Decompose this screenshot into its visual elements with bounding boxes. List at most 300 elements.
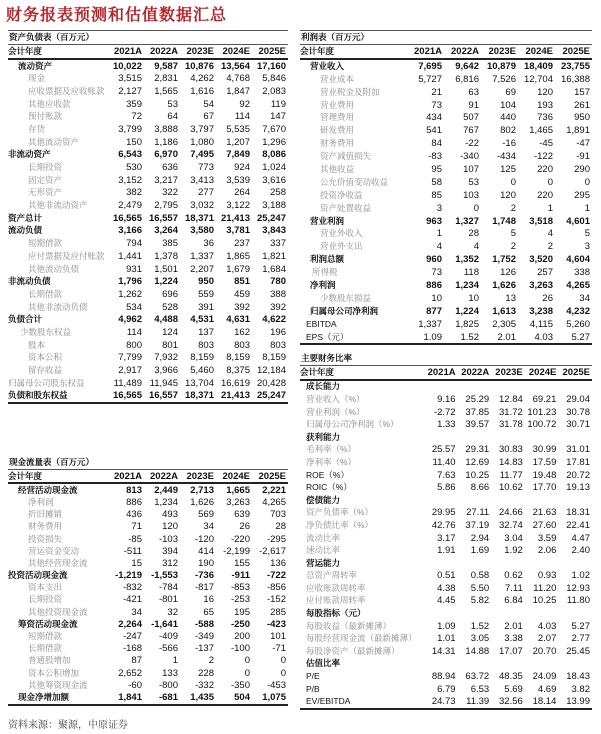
row-value: 18.14 xyxy=(525,695,559,709)
row-value: 7,695 xyxy=(418,60,442,72)
row-value: 37.85 xyxy=(465,406,490,418)
row-value: 2.06 xyxy=(537,545,557,557)
row-value: 2,449 xyxy=(154,484,178,496)
row-value: 1,352 xyxy=(455,254,479,266)
row-value: 16,565 xyxy=(112,212,142,224)
table-row xyxy=(8,521,288,533)
row-value xyxy=(558,557,592,570)
row-value: 1,501 xyxy=(154,263,178,275)
row-value xyxy=(525,431,559,444)
row-label: EV/EBITDA xyxy=(300,695,424,709)
column-header-year: 2025E xyxy=(252,45,288,59)
row-value: 277 xyxy=(198,187,214,199)
row-value: 21,413 xyxy=(216,390,252,404)
table-row xyxy=(300,582,592,595)
table-row xyxy=(8,533,288,545)
row-label: 流动负债 xyxy=(8,225,43,236)
row-value xyxy=(525,607,559,620)
row-value: 157 xyxy=(574,86,590,98)
table-row xyxy=(300,86,592,99)
row-value: 7,932 xyxy=(154,352,178,364)
row-value: 4,962 xyxy=(118,314,142,326)
row-value: 337 xyxy=(270,238,286,250)
row-label: 偿债能力 xyxy=(306,494,341,505)
row-value: 2,713 xyxy=(190,484,214,496)
row-label: ROE（%） xyxy=(306,469,349,480)
row-value: 13,704 xyxy=(184,377,214,389)
header-row xyxy=(300,45,592,59)
row-value: 4,265 xyxy=(262,496,286,508)
row-value: 696 xyxy=(162,288,178,300)
row-label: 其他流动资产 xyxy=(28,136,80,147)
row-value: 85 xyxy=(431,189,442,201)
row-label: 应付票据及应付账款 xyxy=(28,250,105,261)
row-value: 27.60 xyxy=(532,519,557,531)
row-value: 1,825 xyxy=(455,318,479,330)
row-value: 22.41 xyxy=(566,519,590,531)
row-label: 营业利润（%） xyxy=(306,406,365,417)
table-row xyxy=(8,263,288,276)
row-value: 3 xyxy=(584,241,590,253)
row-value: 29.31 xyxy=(465,444,490,456)
row-value: 28 xyxy=(468,228,479,240)
row-value: -566 xyxy=(158,643,178,655)
row-value: 196 xyxy=(270,326,286,338)
row-value: 803 xyxy=(198,339,214,351)
income-statement-caption: 利润表（百万元） xyxy=(300,30,592,45)
row-value: 16,565 xyxy=(108,390,144,404)
table-row xyxy=(300,418,592,431)
column-header-year: 2023E xyxy=(491,366,525,380)
row-value: 1,613 xyxy=(492,305,516,317)
row-value: 4 xyxy=(547,228,553,240)
row-value: 813 xyxy=(126,484,142,496)
column-header-year: 2022A xyxy=(144,45,180,59)
row-value xyxy=(424,557,458,570)
table-row xyxy=(8,174,288,187)
table-row xyxy=(8,237,288,250)
row-value: 507 xyxy=(463,112,479,124)
row-value: 193 xyxy=(537,99,553,111)
row-value: 3,616 xyxy=(262,174,286,186)
row-label: 总资产周转率 xyxy=(306,570,358,581)
row-value: 220 xyxy=(537,163,553,175)
row-label: 资产负债率（%） xyxy=(306,507,374,518)
row-label: 财务费用 xyxy=(28,521,63,532)
row-value: 1 xyxy=(172,655,178,667)
row-label: 资产处置收益 xyxy=(320,202,372,213)
row-value xyxy=(491,658,525,671)
row-value: 3,413 xyxy=(190,174,214,186)
row-value: 1,748 xyxy=(492,215,516,227)
row-value: 1,679 xyxy=(226,263,250,275)
row-value: 1,075 xyxy=(252,691,288,704)
row-value: -152 xyxy=(266,594,286,606)
row-value xyxy=(525,494,559,507)
row-value: 493 xyxy=(162,509,178,521)
row-value xyxy=(491,557,525,570)
row-value: 18,371 xyxy=(184,212,214,224)
row-value: 25.45 xyxy=(566,645,590,657)
row-value: 780 xyxy=(270,276,286,288)
row-value: 1,465 xyxy=(529,125,553,137)
row-value: -350 xyxy=(230,679,250,691)
row-value: 4.38 xyxy=(437,582,456,594)
row-label: 归属母公司股东权益 xyxy=(8,377,85,388)
row-value: 4,488 xyxy=(154,314,178,326)
row-label: 长期投资 xyxy=(28,594,63,605)
row-value: -247 xyxy=(122,631,142,643)
row-value: 42.76 xyxy=(431,519,456,531)
row-value: 3,797 xyxy=(190,123,214,135)
row-value: 107 xyxy=(463,163,479,175)
row-value: 7,495 xyxy=(190,149,214,161)
row-value xyxy=(458,607,492,620)
column-header-year: 2023E xyxy=(180,470,216,483)
row-label: 长期投资 xyxy=(28,162,63,173)
row-value: 18.31 xyxy=(566,507,590,519)
table-row xyxy=(300,215,592,228)
row-label: 每股经营现金流（最新摊薄） xyxy=(306,633,417,644)
row-value: 12.93 xyxy=(566,582,590,594)
row-label: 短期借款 xyxy=(28,631,63,642)
row-value: 1,186 xyxy=(154,136,178,148)
row-value: -100 xyxy=(230,643,250,655)
row-value: 32.74 xyxy=(499,519,523,531)
row-value: 120 xyxy=(500,189,516,201)
table-row xyxy=(8,187,288,200)
row-value: 6.79 xyxy=(437,683,456,695)
row-value: 69.21 xyxy=(532,393,557,405)
row-value: 1.52 xyxy=(470,620,490,632)
row-value: -800 xyxy=(158,679,178,691)
row-value: 48.35 xyxy=(499,671,523,683)
column-header-year: 2022A xyxy=(444,45,481,59)
row-label: 其他非流动负债 xyxy=(28,301,88,312)
row-value: 794 xyxy=(126,238,142,250)
row-value: 3,032 xyxy=(190,200,214,212)
row-value: 1,224 xyxy=(154,276,178,288)
row-value: 2,305 xyxy=(492,318,516,330)
table-row xyxy=(300,607,592,620)
row-value: 1,865 xyxy=(226,250,250,262)
row-value: 8,086 xyxy=(262,149,286,161)
row-label: 速动比率 xyxy=(306,545,341,556)
row-value: 3,188 xyxy=(262,200,286,212)
row-value: 21 xyxy=(431,86,442,98)
row-value: 3,843 xyxy=(262,225,286,237)
income-statement xyxy=(300,30,592,345)
column-header-year: 2024E xyxy=(518,45,555,59)
row-value: 703 xyxy=(270,509,286,521)
row-label: 营业外支出 xyxy=(320,241,363,252)
row-value: 414 xyxy=(198,545,214,557)
row-value: 2.40 xyxy=(571,545,590,557)
row-value: 147 xyxy=(270,111,286,123)
row-label: 估值比率 xyxy=(306,658,341,669)
row-value: 16,619 xyxy=(220,377,250,389)
balance-sheet-caption: 资产负债表（百万元） xyxy=(8,30,288,45)
row-value: 30.78 xyxy=(566,406,590,418)
column-header-year: 2025E xyxy=(555,45,592,59)
row-value: 5,727 xyxy=(418,73,442,85)
column-header-label: 会计年度 xyxy=(300,366,424,380)
row-value: 2 xyxy=(510,241,516,253)
row-label: 净利率（%） xyxy=(306,456,357,467)
row-value xyxy=(424,607,458,620)
row-value: 3,580 xyxy=(190,225,214,237)
row-value: 30.99 xyxy=(532,444,557,456)
row-value: -736 xyxy=(194,570,214,582)
row-label: 留存收益 xyxy=(28,365,63,376)
row-value: 9,587 xyxy=(154,60,178,72)
row-value: 7,670 xyxy=(262,123,286,135)
table-row xyxy=(8,667,288,679)
table-row xyxy=(300,683,592,696)
row-value: 963 xyxy=(426,215,442,227)
row-value: 931 xyxy=(126,263,142,275)
row-value: -250 xyxy=(230,618,250,630)
row-value: 17,160 xyxy=(256,60,286,72)
row-value: 7.11 xyxy=(504,582,523,594)
row-value xyxy=(558,607,592,620)
row-value: 886 xyxy=(126,496,142,508)
row-value: 0.51 xyxy=(437,570,456,582)
row-value: 114 xyxy=(234,111,250,123)
row-value: 30.71 xyxy=(566,419,590,431)
row-value: 3,799 xyxy=(118,123,142,135)
row-value: 4,262 xyxy=(190,73,214,85)
table-row xyxy=(300,266,592,279)
row-value: 17.70 xyxy=(532,482,557,494)
row-value: -853 xyxy=(230,582,250,594)
row-label: 归属母公司净利润（%） xyxy=(306,419,399,430)
row-value: -681 xyxy=(144,691,180,704)
row-value: 950 xyxy=(574,112,590,124)
row-value: -16 xyxy=(502,138,516,150)
row-value: -784 xyxy=(158,582,178,594)
row-value: 53 xyxy=(167,98,178,110)
row-label: 净利润 xyxy=(310,279,336,290)
row-value: 64 xyxy=(167,111,178,123)
row-value: 200 xyxy=(234,631,250,643)
row-value: -168 xyxy=(122,643,142,655)
row-value: 2 xyxy=(208,655,214,667)
row-value: 877 xyxy=(426,305,442,317)
row-value: 2.94 xyxy=(470,532,490,544)
row-label: 其他收益 xyxy=(320,163,355,174)
row-value: -137 xyxy=(194,643,214,655)
row-value: 5.82 xyxy=(470,595,490,607)
row-value: 960 xyxy=(426,254,442,266)
row-value: 101.23 xyxy=(527,406,557,418)
row-label: EPS（元） xyxy=(300,331,407,345)
row-value: 10,876 xyxy=(184,60,214,72)
row-label: 少数股东损益 xyxy=(320,292,372,303)
row-value: 73 xyxy=(431,99,442,111)
row-value: 3,166 xyxy=(118,225,142,237)
row-value: 4,265 xyxy=(566,279,590,291)
row-value: 14.83 xyxy=(499,456,523,468)
row-value: 12,704 xyxy=(523,73,553,85)
row-label: P/B xyxy=(306,683,320,694)
row-value: 9.16 xyxy=(437,393,456,405)
table-row xyxy=(300,59,592,73)
row-value: 295 xyxy=(574,189,590,201)
row-value: 1 xyxy=(584,202,590,214)
row-value: 28 xyxy=(275,521,286,533)
row-value: 88.94 xyxy=(431,671,456,683)
row-label: 资本公积增加 xyxy=(28,667,80,678)
row-value: 394 xyxy=(162,545,178,557)
row-value: 504 xyxy=(216,691,252,704)
row-value: 391 xyxy=(198,301,214,313)
row-value xyxy=(491,431,525,444)
row-label: 预付账款 xyxy=(28,111,63,122)
table-row xyxy=(300,519,592,532)
row-value: 32.56 xyxy=(491,695,525,709)
row-value: 1.02 xyxy=(571,570,590,582)
table-row xyxy=(300,620,592,633)
row-value: 285 xyxy=(270,606,286,618)
row-value: 5.86 xyxy=(437,482,456,494)
row-label: 折旧摊销 xyxy=(28,509,63,520)
table-row xyxy=(300,137,592,150)
row-value: 385 xyxy=(162,238,178,250)
row-value: 8,159 xyxy=(226,352,250,364)
row-value: 258 xyxy=(270,187,286,199)
row-value: 3,888 xyxy=(154,123,178,135)
row-value: 1,024 xyxy=(262,162,286,174)
row-value: 800 xyxy=(126,339,142,351)
row-value: 16,388 xyxy=(560,73,590,85)
row-value: 257 xyxy=(537,267,553,279)
row-value: 120 xyxy=(162,521,178,533)
row-value: -423 xyxy=(266,618,286,630)
row-label: 每股收益（最新摊薄） xyxy=(306,620,392,631)
row-value: 388 xyxy=(270,288,286,300)
row-value: 114 xyxy=(126,326,142,338)
financial-ratios xyxy=(300,352,592,710)
table-row xyxy=(8,594,288,606)
row-value: 0.93 xyxy=(537,570,557,582)
row-value: 104 xyxy=(500,99,516,111)
row-value: 118 xyxy=(463,267,479,279)
table-row xyxy=(8,557,288,569)
row-value: 4,604 xyxy=(566,254,590,266)
row-value: 1,207 xyxy=(226,136,250,148)
header-row xyxy=(8,45,288,59)
row-value: 1,847 xyxy=(226,85,250,97)
table-row xyxy=(8,483,288,496)
row-value xyxy=(491,380,525,394)
row-value: 3,122 xyxy=(226,200,250,212)
row-value: 17.81 xyxy=(566,456,590,468)
row-value: -434 xyxy=(496,151,516,163)
row-value: 0 xyxy=(547,176,553,188)
row-value: 37.19 xyxy=(465,519,490,531)
row-label: 其他投资现金流 xyxy=(28,606,88,617)
row-value: -722 xyxy=(266,570,286,582)
row-value: 133 xyxy=(162,667,178,679)
row-value: 803 xyxy=(234,339,250,351)
row-value: 26 xyxy=(239,521,250,533)
table-row xyxy=(8,212,288,225)
table-row xyxy=(8,250,288,263)
row-value: 162 xyxy=(234,326,250,338)
balance-sheet xyxy=(8,30,288,404)
row-label: 投资净收益 xyxy=(320,189,363,200)
row-label: 普通股增加 xyxy=(28,655,71,666)
column-header-label: 会计年度 xyxy=(300,45,407,59)
row-value: 4,232 xyxy=(566,305,590,317)
row-value: 1.01 xyxy=(437,633,456,645)
row-value: 1,327 xyxy=(455,215,479,227)
row-value: 63.72 xyxy=(465,671,490,683)
table-row xyxy=(300,124,592,137)
row-value: -1,553 xyxy=(151,570,178,582)
row-value: 16,557 xyxy=(144,390,180,404)
row-value: 9,642 xyxy=(455,60,479,72)
table-row xyxy=(300,150,592,163)
table-row xyxy=(300,227,592,240)
row-value: 1,337 xyxy=(190,250,214,262)
table-row xyxy=(300,111,592,124)
row-value: 2,264 xyxy=(118,618,142,630)
table-row xyxy=(8,225,288,238)
table-row xyxy=(8,630,288,642)
row-value: 34 xyxy=(579,292,590,304)
row-value: 19.48 xyxy=(532,469,557,481)
row-value: 54 xyxy=(203,98,214,110)
row-label: 其他流动负债 xyxy=(28,263,80,274)
table-row xyxy=(8,582,288,594)
table-row xyxy=(8,72,288,85)
row-label: 现金 xyxy=(28,73,46,84)
row-label: 每股净资产（最新摊薄） xyxy=(306,645,400,656)
cash-flow-caption: 现金流量表（百万元） xyxy=(8,456,288,470)
row-label: 归属母公司净利润 xyxy=(310,305,379,316)
column-header-year: 2022A xyxy=(144,470,180,483)
table-row xyxy=(300,73,592,86)
row-value: 3,518 xyxy=(529,215,553,227)
row-value xyxy=(525,380,559,394)
row-value: 11.80 xyxy=(566,595,590,607)
column-header-year: 2021A xyxy=(108,470,144,483)
row-value: 2,221 xyxy=(262,484,286,496)
row-label: 股本 xyxy=(28,339,46,350)
table-row xyxy=(300,189,592,202)
row-value xyxy=(491,494,525,507)
row-label: 资产减值损失 xyxy=(320,151,372,162)
table-row xyxy=(300,507,592,520)
row-value: 12.69 xyxy=(465,456,490,468)
column-header-year: 2021A xyxy=(108,45,144,59)
row-label: 非流动资产 xyxy=(8,149,51,160)
row-value: 1,626 xyxy=(492,279,516,291)
column-header-year: 2025E xyxy=(252,470,288,483)
row-value xyxy=(458,557,492,570)
table-row xyxy=(8,691,288,704)
row-value: 24.09 xyxy=(532,671,557,683)
row-value: 4.45 xyxy=(437,595,456,607)
row-label: P/E xyxy=(306,671,320,682)
row-value: 34 xyxy=(203,521,214,533)
row-value: 4.47 xyxy=(571,532,590,544)
column-header-year: 2023E xyxy=(481,45,518,59)
table-row xyxy=(8,59,288,73)
row-value: 4.03 xyxy=(518,331,555,345)
